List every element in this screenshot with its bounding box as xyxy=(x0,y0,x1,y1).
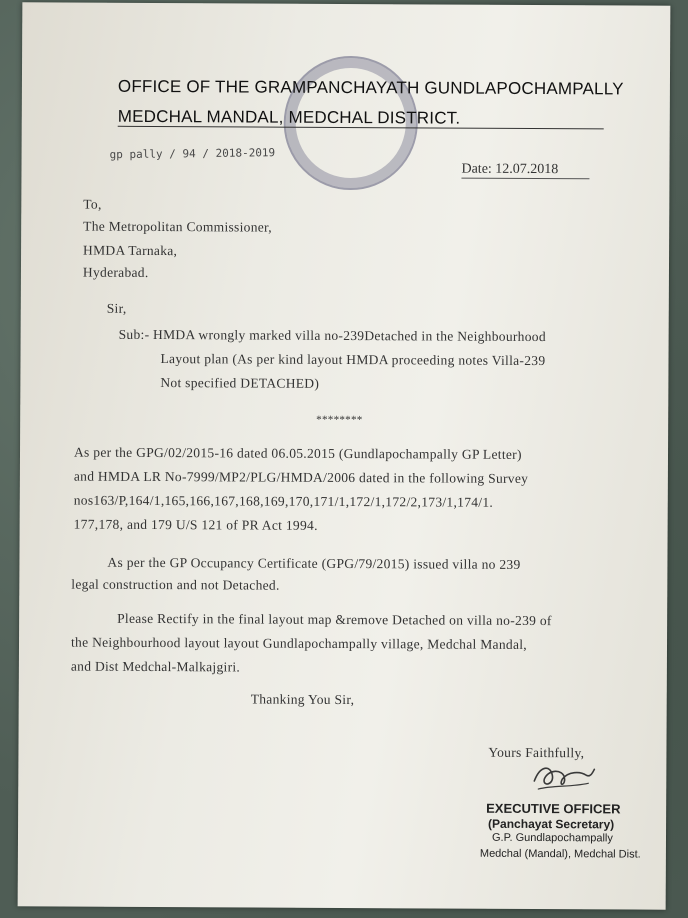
paragraph3-line-2: the Neighbourhood layout layout Gundlapochampally village, Medchal Mandal, xyxy=(70,634,528,652)
salutation: Sir, xyxy=(106,300,127,316)
paragraph3-line-1: Please Rectify in the final layout map &remove Detached on villa no-239 of xyxy=(117,610,552,629)
handwritten-signature xyxy=(528,757,598,795)
header-line-2: MEDCHAL MANDAL, MEDCHAL DISTRICT. xyxy=(117,106,461,128)
date-underline xyxy=(461,178,589,180)
letter-date: Date: 12.07.2018 xyxy=(461,161,559,178)
officer-title: EXECUTIVE OFFICER xyxy=(486,800,621,817)
header-line-1: OFFICE OF THE GRAMPANCHAYATH GUNDLAPOCHAMPALLY xyxy=(117,76,624,99)
signoff: Yours Faithfully, xyxy=(488,744,585,761)
subject-line-1: Sub:- HMDA wrongly marked villa no-239Detached in the Neighbourhood xyxy=(118,326,546,345)
paragraph2-line-1: As per the GP Occupancy Certificate (GPG/79/2015) issued villa no 239 xyxy=(107,554,521,572)
paragraph1-line-4: 177,178, and 179 U/S 121 of PR Act 1994. xyxy=(73,516,318,533)
address-to: To, xyxy=(83,196,102,212)
paragraph1-line-1: As per the GPG/02/2015-16 dated 06.05.2015 (Gundlapochampally GP Letter) xyxy=(73,444,522,462)
letter-sheet xyxy=(18,2,671,909)
officer-office: G.P. Gundlapochampally xyxy=(491,831,613,845)
officer-role: (Panchayat Secretary) xyxy=(488,816,615,832)
reference-number: gp pally / 94 / 2018-2019 xyxy=(109,146,276,162)
paragraph3-line-3: and Dist Medchal-Malkajgiri. xyxy=(70,658,241,675)
subject-line-3: Not specified DETACHED) xyxy=(160,375,320,391)
address-line-3: Hyderabad. xyxy=(82,264,149,280)
paragraph1-line-2: and HMDA LR No-7999/MP2/PLG/HMDA/2006 dated in the following Survey xyxy=(73,468,529,486)
paragraph2-line-2: legal construction and not Detached. xyxy=(71,576,280,593)
officer-location: Medchal (Mandal), Medchal Dist. xyxy=(479,847,641,861)
paragraph1-line-3: nos163/P,164/1,165,166,167,168,169,170,171/1,172/1,172/2,173/1,174/1. xyxy=(73,492,494,510)
address-line-2: HMDA Tarnaka, xyxy=(83,242,178,259)
address-line-1: The Metropolitan Commissioner, xyxy=(83,218,273,235)
closing-line: Thanking You Sir, xyxy=(250,691,355,708)
subject-line-2: Layout plan (As per kind layout HMDA proceeding notes Villa-239 xyxy=(160,351,546,369)
separator: ******** xyxy=(316,413,363,427)
